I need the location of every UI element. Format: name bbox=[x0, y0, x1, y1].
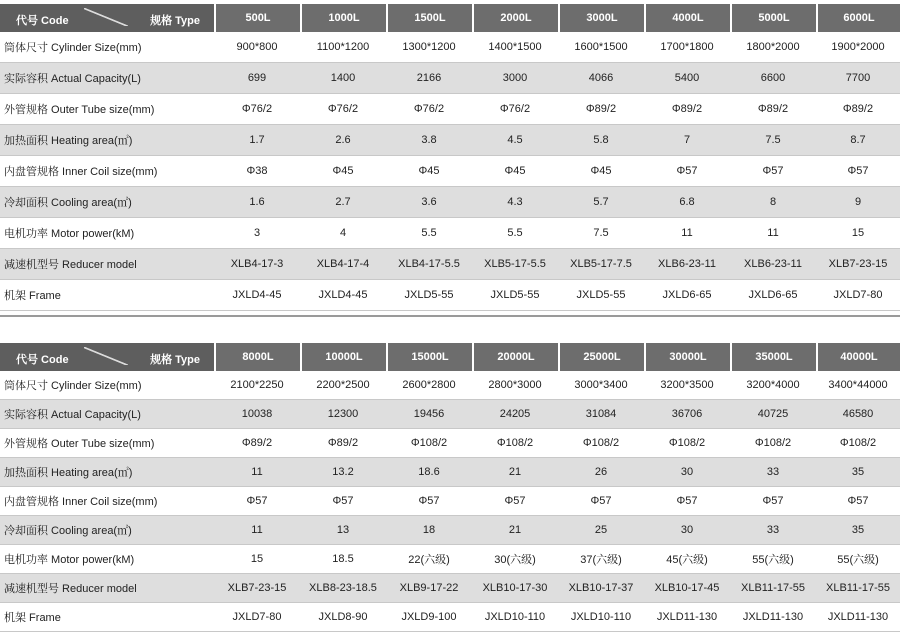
table-cell: 1400 bbox=[300, 63, 386, 94]
table-cell: Φ108/2 bbox=[730, 429, 816, 458]
column-header: 15000L bbox=[386, 343, 472, 371]
row-label: 减速机型号 Reducer model bbox=[0, 249, 214, 280]
table-cell: 5400 bbox=[644, 63, 730, 94]
table-cell: XLB6-23-11 bbox=[730, 249, 816, 280]
column-header: 1000L bbox=[300, 4, 386, 32]
table-cell: Φ57 bbox=[300, 487, 386, 516]
table-header-row bbox=[0, 4, 900, 32]
table-cell: 1.6 bbox=[214, 187, 300, 218]
table-cell: JXLD11-130 bbox=[730, 603, 816, 632]
row-label: 外管规格 Outer Tube size(mm) bbox=[0, 429, 214, 458]
table-cell: 8.7 bbox=[816, 125, 900, 156]
table-cell: 11 bbox=[644, 218, 730, 249]
spec-table-2 bbox=[0, 343, 900, 632]
table-cell: 6600 bbox=[730, 63, 816, 94]
table-cell: Φ108/2 bbox=[644, 429, 730, 458]
table-cell: 21 bbox=[472, 516, 558, 545]
table-cell: 26 bbox=[558, 458, 644, 487]
table-cell: 5.5 bbox=[472, 218, 558, 249]
table-cell: XLB6-23-11 bbox=[644, 249, 730, 280]
table-cell: Φ108/2 bbox=[558, 429, 644, 458]
table-cell: 1600*1500 bbox=[558, 32, 644, 63]
table-cell: 3200*4000 bbox=[730, 371, 816, 400]
table-cell: Φ76/2 bbox=[300, 94, 386, 125]
table-cell: 18.5 bbox=[300, 545, 386, 574]
table-cell: JXLD10-110 bbox=[472, 603, 558, 632]
column-header: 25000L bbox=[558, 343, 644, 371]
table-cell: 46580 bbox=[816, 400, 900, 429]
code-label: 代号 Code bbox=[16, 15, 69, 27]
table-cell: 1300*1200 bbox=[386, 32, 472, 63]
table-cell: 1800*2000 bbox=[730, 32, 816, 63]
column-header: 10000L bbox=[300, 343, 386, 371]
table-cell: XLB11-17-55 bbox=[816, 574, 900, 603]
table-cell: JXLD10-110 bbox=[558, 603, 644, 632]
table-cell: 6.8 bbox=[644, 187, 730, 218]
table-cell: Φ89/2 bbox=[816, 94, 900, 125]
table-cell: 19456 bbox=[386, 400, 472, 429]
table-cell: 7 bbox=[644, 125, 730, 156]
row-label: 减速机型号 Reducer model bbox=[0, 574, 214, 603]
table-cell: 15 bbox=[214, 545, 300, 574]
table-row bbox=[0, 371, 900, 400]
table-cell: 12300 bbox=[300, 400, 386, 429]
table-cell: Φ45 bbox=[472, 156, 558, 187]
table-cell: Φ38 bbox=[214, 156, 300, 187]
row-label: 冷却面积 Cooling area(㎡) bbox=[0, 516, 214, 545]
table-cell: 7.5 bbox=[730, 125, 816, 156]
table-cell: 3 bbox=[214, 218, 300, 249]
type-label: 规格 Type bbox=[150, 15, 200, 27]
table-cell: 1700*1800 bbox=[644, 32, 730, 63]
row-label: 电机功率 Motor power(kM) bbox=[0, 218, 214, 249]
table-cell: XLB7-23-15 bbox=[816, 249, 900, 280]
table-cell: Φ45 bbox=[386, 156, 472, 187]
table-cell: XLB5-17-5.5 bbox=[472, 249, 558, 280]
table-cell: Φ108/2 bbox=[386, 429, 472, 458]
table-cell: JXLD5-55 bbox=[386, 280, 472, 311]
table-cell: 2100*2250 bbox=[214, 371, 300, 400]
table-cell: Φ45 bbox=[558, 156, 644, 187]
table-cell: 11 bbox=[214, 516, 300, 545]
column-header: 5000L bbox=[730, 4, 816, 32]
table-cell: 55(六级) bbox=[816, 545, 900, 574]
table-cell: 699 bbox=[214, 63, 300, 94]
table-cell: Φ76/2 bbox=[386, 94, 472, 125]
column-header: 4000L bbox=[644, 4, 730, 32]
column-header: 8000L bbox=[214, 343, 300, 371]
table-row bbox=[0, 249, 900, 280]
table-cell: Φ108/2 bbox=[816, 429, 900, 458]
table-cell: 5.8 bbox=[558, 125, 644, 156]
table-cell: Φ57 bbox=[816, 487, 900, 516]
table-cell: 25 bbox=[558, 516, 644, 545]
row-label: 电机功率 Motor power(kM) bbox=[0, 545, 214, 574]
table-cell: XLB10-17-45 bbox=[644, 574, 730, 603]
table-cell: 21 bbox=[472, 458, 558, 487]
table-cell: 35 bbox=[816, 458, 900, 487]
table-cell: 31084 bbox=[558, 400, 644, 429]
table-cell: XLB10-17-30 bbox=[472, 574, 558, 603]
table-cell: 37(六级) bbox=[558, 545, 644, 574]
table-header-row bbox=[0, 343, 900, 371]
table-cell: Φ57 bbox=[644, 156, 730, 187]
table-cell: 2.7 bbox=[300, 187, 386, 218]
table-cell: XLB9-17-22 bbox=[386, 574, 472, 603]
column-header: 35000L bbox=[730, 343, 816, 371]
table-cell: XLB7-23-15 bbox=[214, 574, 300, 603]
table-cell: 3400*44000 bbox=[816, 371, 900, 400]
column-header: 20000L bbox=[472, 343, 558, 371]
column-header: 2000L bbox=[472, 4, 558, 32]
type-label: 规格 Type bbox=[150, 354, 200, 366]
table-row bbox=[0, 32, 900, 63]
table-row bbox=[0, 429, 900, 458]
table-cell: JXLD6-65 bbox=[644, 280, 730, 311]
row-label: 内盘管规格 Inner Coil size(mm) bbox=[0, 156, 214, 187]
table-cell: 11 bbox=[214, 458, 300, 487]
row-label: 内盘管规格 Inner Coil size(mm) bbox=[0, 487, 214, 516]
row-label: 冷却面积 Cooling area(㎡) bbox=[0, 187, 214, 218]
table-row bbox=[0, 280, 900, 311]
table-cell: Φ108/2 bbox=[472, 429, 558, 458]
table-cell: Φ89/2 bbox=[300, 429, 386, 458]
table-row bbox=[0, 400, 900, 429]
table-cell: XLB4-17-4 bbox=[300, 249, 386, 280]
table-cell: JXLD5-55 bbox=[558, 280, 644, 311]
table-cell: 2.6 bbox=[300, 125, 386, 156]
table-cell: JXLD11-130 bbox=[816, 603, 900, 632]
column-header: 3000L bbox=[558, 4, 644, 32]
row-label: 加热面积 Heating area(㎡) bbox=[0, 458, 214, 487]
table-cell: 10038 bbox=[214, 400, 300, 429]
table-cell: 18 bbox=[386, 516, 472, 545]
table-cell: JXLD9-100 bbox=[386, 603, 472, 632]
table-cell: Φ45 bbox=[300, 156, 386, 187]
table-cell: 4.3 bbox=[472, 187, 558, 218]
table-cell: 1100*1200 bbox=[300, 32, 386, 63]
table-cell: 13.2 bbox=[300, 458, 386, 487]
table-cell: 7.5 bbox=[558, 218, 644, 249]
table-row bbox=[0, 94, 900, 125]
table-row bbox=[0, 187, 900, 218]
table-cell: 5.5 bbox=[386, 218, 472, 249]
table-cell: 15 bbox=[816, 218, 900, 249]
table-cell: 33 bbox=[730, 458, 816, 487]
code-label: 代号 Code bbox=[16, 354, 69, 366]
column-header: 30000L bbox=[644, 343, 730, 371]
table-cell: JXLD4-45 bbox=[214, 280, 300, 311]
table-cell: 8 bbox=[730, 187, 816, 218]
table-row bbox=[0, 125, 900, 156]
table-cell: 3.8 bbox=[386, 125, 472, 156]
row-label: 实际容积 Actual Capacity(L) bbox=[0, 400, 214, 429]
table-cell: 30 bbox=[644, 516, 730, 545]
column-header: 6000L bbox=[816, 4, 900, 32]
table-cell: 4.5 bbox=[472, 125, 558, 156]
row-label: 机架 Frame bbox=[0, 603, 214, 632]
table-cell: 13 bbox=[300, 516, 386, 545]
table-row bbox=[0, 156, 900, 187]
table-cell: 35 bbox=[816, 516, 900, 545]
table-cell: JXLD11-130 bbox=[644, 603, 730, 632]
table-cell: 55(六级) bbox=[730, 545, 816, 574]
table-cell: 22(六级) bbox=[386, 545, 472, 574]
table-cell: 5.7 bbox=[558, 187, 644, 218]
table-cell: 7700 bbox=[816, 63, 900, 94]
table-cell: 4066 bbox=[558, 63, 644, 94]
table-cell: 30 bbox=[644, 458, 730, 487]
diagonal-divider bbox=[84, 8, 128, 26]
table-row bbox=[0, 458, 900, 487]
code-type-header bbox=[0, 4, 214, 32]
table-row bbox=[0, 516, 900, 545]
table-cell: JXLD5-55 bbox=[472, 280, 558, 311]
table-row bbox=[0, 218, 900, 249]
table-row bbox=[0, 574, 900, 603]
table-cell: 18.6 bbox=[386, 458, 472, 487]
table-cell: 2166 bbox=[386, 63, 472, 94]
table-cell: 2200*2500 bbox=[300, 371, 386, 400]
spec-table-1 bbox=[0, 4, 900, 311]
table-cell: Φ89/2 bbox=[730, 94, 816, 125]
table-cell: Φ57 bbox=[644, 487, 730, 516]
table-cell: 3000*3400 bbox=[558, 371, 644, 400]
table-cell: XLB10-17-37 bbox=[558, 574, 644, 603]
table-cell: JXLD8-90 bbox=[300, 603, 386, 632]
column-header: 500L bbox=[214, 4, 300, 32]
table-cell: 9 bbox=[816, 187, 900, 218]
table-row bbox=[0, 545, 900, 574]
table-cell: Φ76/2 bbox=[472, 94, 558, 125]
table-cell: Φ89/2 bbox=[644, 94, 730, 125]
table-cell: Φ57 bbox=[214, 487, 300, 516]
row-label: 筒体尺寸 Cylinder Size(mm) bbox=[0, 32, 214, 63]
table-cell: Φ76/2 bbox=[214, 94, 300, 125]
table-cell: XLB4-17-3 bbox=[214, 249, 300, 280]
table-cell: XLB4-17-5.5 bbox=[386, 249, 472, 280]
table-cell: Φ57 bbox=[558, 487, 644, 516]
table-cell: 1.7 bbox=[214, 125, 300, 156]
table-cell: XLB8-23-18.5 bbox=[300, 574, 386, 603]
table-cell: 45(六级) bbox=[644, 545, 730, 574]
table-row bbox=[0, 487, 900, 516]
row-label: 加热面积 Heating area(㎡) bbox=[0, 125, 214, 156]
row-label: 机架 Frame bbox=[0, 280, 214, 311]
table-cell: 30(六级) bbox=[472, 545, 558, 574]
table-cell: Φ57 bbox=[730, 156, 816, 187]
table-cell: 11 bbox=[730, 218, 816, 249]
table-cell: Φ89/2 bbox=[558, 94, 644, 125]
table-cell: 33 bbox=[730, 516, 816, 545]
diagonal-divider bbox=[84, 347, 128, 365]
table-cell: 3200*3500 bbox=[644, 371, 730, 400]
table-cell: 2600*2800 bbox=[386, 371, 472, 400]
table-cell: Φ57 bbox=[386, 487, 472, 516]
column-header: 40000L bbox=[816, 343, 900, 371]
table-cell: XLB11-17-55 bbox=[730, 574, 816, 603]
table-cell: JXLD4-45 bbox=[300, 280, 386, 311]
table-cell: 24205 bbox=[472, 400, 558, 429]
column-header: 1500L bbox=[386, 4, 472, 32]
table-cell: XLB5-17-7.5 bbox=[558, 249, 644, 280]
table-row bbox=[0, 63, 900, 94]
row-label: 外管规格 Outer Tube size(mm) bbox=[0, 94, 214, 125]
table-cell: JXLD6-65 bbox=[730, 280, 816, 311]
table-cell: 4 bbox=[300, 218, 386, 249]
table-cell: 36706 bbox=[644, 400, 730, 429]
code-type-header bbox=[0, 343, 214, 371]
table-cell: JXLD7-80 bbox=[214, 603, 300, 632]
row-label: 实际容积 Actual Capacity(L) bbox=[0, 63, 214, 94]
row-label: 筒体尺寸 Cylinder Size(mm) bbox=[0, 371, 214, 400]
table-cell: 2800*3000 bbox=[472, 371, 558, 400]
table-cell: 900*800 bbox=[214, 32, 300, 63]
table-divider bbox=[0, 315, 900, 317]
table-cell: Φ57 bbox=[730, 487, 816, 516]
table-row bbox=[0, 603, 900, 632]
table-cell: Φ57 bbox=[816, 156, 900, 187]
table-cell: 40725 bbox=[730, 400, 816, 429]
table-cell: 1400*1500 bbox=[472, 32, 558, 63]
table-cell: JXLD7-80 bbox=[816, 280, 900, 311]
table-cell: 3000 bbox=[472, 63, 558, 94]
table-cell: Φ57 bbox=[472, 487, 558, 516]
table-cell: 3.6 bbox=[386, 187, 472, 218]
table-cell: 1900*2000 bbox=[816, 32, 900, 63]
table-cell: Φ89/2 bbox=[214, 429, 300, 458]
